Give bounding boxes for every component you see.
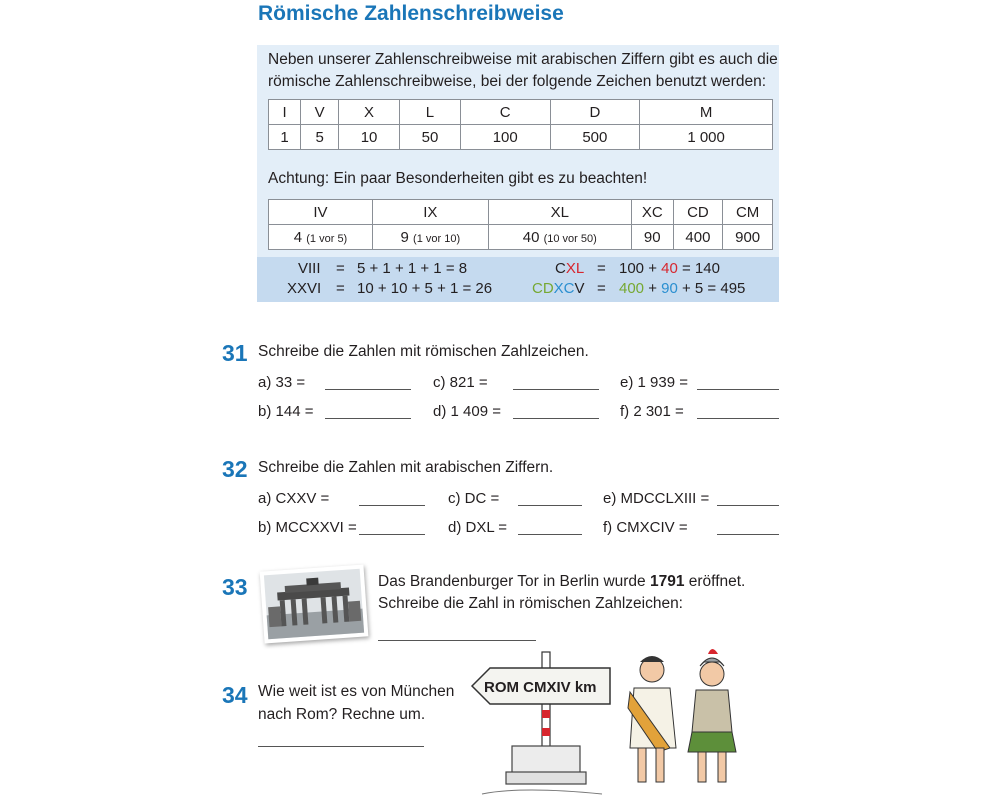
calc-part: = 140 <box>682 260 720 277</box>
brandenburg-gate-photo <box>260 564 369 643</box>
calc-part: 100 + <box>619 260 657 277</box>
example-equals: = <box>336 260 345 277</box>
exercise-label: a) 33 = <box>258 374 306 391</box>
example-roman: XXVI <box>287 280 322 297</box>
answer-line[interactable] <box>258 746 424 747</box>
task-number: 34 <box>222 682 248 708</box>
answer-line[interactable] <box>518 505 582 506</box>
exercise-label: b) MCCXXVI = <box>258 519 357 536</box>
example-roman <box>532 280 585 297</box>
task-text: Schreibe die Zahl in römischen Zahlzeichen: <box>378 595 683 612</box>
special-roman: XL <box>488 200 631 225</box>
answer-line[interactable] <box>325 418 411 419</box>
task-text <box>378 573 745 591</box>
special-table <box>268 199 773 250</box>
symbol-roman: D <box>550 100 640 125</box>
task-instruction: Schreibe die Zahlen mit arabischen Ziffern. <box>258 459 554 476</box>
calc-part: + 5 = 495 <box>682 280 746 297</box>
text-part: Das Brandenburger Tor in Berlin wurde <box>378 573 650 590</box>
answer-line[interactable] <box>697 418 779 419</box>
example-calc: 5 + 1 + 1 + 1 = 8 <box>357 260 468 277</box>
special-arabic: 900 <box>723 225 773 250</box>
special-arabic: 4 <box>293 228 303 246</box>
roman-part: V <box>574 280 585 297</box>
symbol-arabic: 500 <box>550 125 640 150</box>
symbol-arabic: 50 <box>400 125 461 150</box>
answer-line[interactable] <box>325 389 411 390</box>
roman-part: XC <box>553 280 575 297</box>
special-arabic: 90 <box>631 225 673 250</box>
symbol-roman: V <box>301 100 339 125</box>
special-note: (1 vor 10) <box>413 232 461 245</box>
answer-line[interactable] <box>717 505 779 506</box>
special-arabic: 9 <box>400 228 409 246</box>
symbol-table <box>268 99 773 150</box>
calc-part: 40 <box>661 260 678 277</box>
warning-text: Achtung: Ein paar Besonderheiten gibt es zu beachten! <box>268 170 648 187</box>
special-roman: XC <box>631 200 673 225</box>
task-number: 32 <box>222 456 248 482</box>
answer-line[interactable] <box>717 534 779 535</box>
special-roman: IX <box>372 200 488 225</box>
calc-part: + <box>648 280 657 297</box>
task-number: 31 <box>222 340 248 366</box>
text-part: eröffnet. <box>684 573 746 590</box>
exercise-label: f) CMXCIV = <box>603 519 688 536</box>
answer-line[interactable] <box>697 389 779 390</box>
sign-text: ROM CMXIV km <box>484 679 597 696</box>
example-roman: VIII <box>298 260 321 277</box>
example-equals: = <box>336 280 345 297</box>
exercise-label: d) DXL = <box>448 519 508 536</box>
symbol-roman: I <box>269 100 301 125</box>
example-calc: 10 + 10 + 5 + 1 = 26 <box>357 280 493 297</box>
special-cell <box>488 225 631 250</box>
symbol-arabic: 10 <box>339 125 400 150</box>
roman-part: XL <box>565 260 585 277</box>
example-roman <box>555 260 584 277</box>
symbol-arabic: 1 <box>269 125 301 150</box>
symbol-roman: M <box>640 100 773 125</box>
calc-part: 90 <box>661 280 678 297</box>
year: 1791 <box>649 573 685 590</box>
signpost-illustration <box>462 648 762 798</box>
symbol-roman: C <box>460 100 550 125</box>
special-roman: IV <box>269 200 373 225</box>
symbol-arabic: 1 000 <box>640 125 773 150</box>
exercise-label: f) 2 301 = <box>620 403 684 420</box>
answer-line[interactable] <box>359 505 425 506</box>
example-equals: = <box>597 280 606 297</box>
symbol-arabic: 100 <box>460 125 550 150</box>
special-roman: CM <box>723 200 773 225</box>
exercise-label: a) CXXV = <box>258 490 330 507</box>
exercise-label: c) 821 = <box>433 374 488 391</box>
roman-part: C <box>555 260 566 277</box>
answer-line[interactable] <box>518 534 582 535</box>
answer-line[interactable] <box>378 640 536 641</box>
symbol-roman: X <box>339 100 400 125</box>
example-equals: = <box>597 260 606 277</box>
special-cell <box>269 225 373 250</box>
task-instruction: Schreibe die Zahlen mit römischen Zahlzeichen. <box>258 343 589 360</box>
answer-line[interactable] <box>513 418 599 419</box>
brandenburg-gate-icon <box>260 564 369 643</box>
exercise-label: e) 1 939 = <box>620 374 688 391</box>
special-note: (1 vor 5) <box>306 232 348 245</box>
page-title: Römische Zahlenschreibweise <box>258 2 564 25</box>
special-note: (10 vor 50) <box>543 232 597 245</box>
special-arabic: 400 <box>673 225 723 250</box>
special-roman: CD <box>673 200 723 225</box>
calc-part: 400 <box>619 280 645 297</box>
special-arabic: 40 <box>522 228 540 246</box>
exercise-label: c) DC = <box>448 490 500 507</box>
answer-line[interactable] <box>359 534 425 535</box>
task-number: 33 <box>222 574 248 600</box>
exercise-label: d) 1 409 = <box>433 403 501 420</box>
intro-text: Neben unserer Zahlenschreibweise mit arabischen Ziffern gibt es auch die römische Zahlenschreibweise, bei der folgende Zeichen benutzt werden: <box>268 51 778 90</box>
exercise-label: e) MDCCLXIII = <box>603 490 710 507</box>
roman-part: CD <box>532 280 554 297</box>
example-calc <box>619 280 745 297</box>
symbol-roman: L <box>400 100 461 125</box>
example-calc <box>619 260 720 277</box>
special-cell <box>372 225 488 250</box>
task-text: Wie weit ist es von München <box>258 683 455 700</box>
symbol-arabic: 5 <box>301 125 339 150</box>
task-text: nach Rom? Rechne um. <box>258 706 426 723</box>
answer-line[interactable] <box>513 389 599 390</box>
exercise-label: b) 144 = <box>258 403 314 420</box>
